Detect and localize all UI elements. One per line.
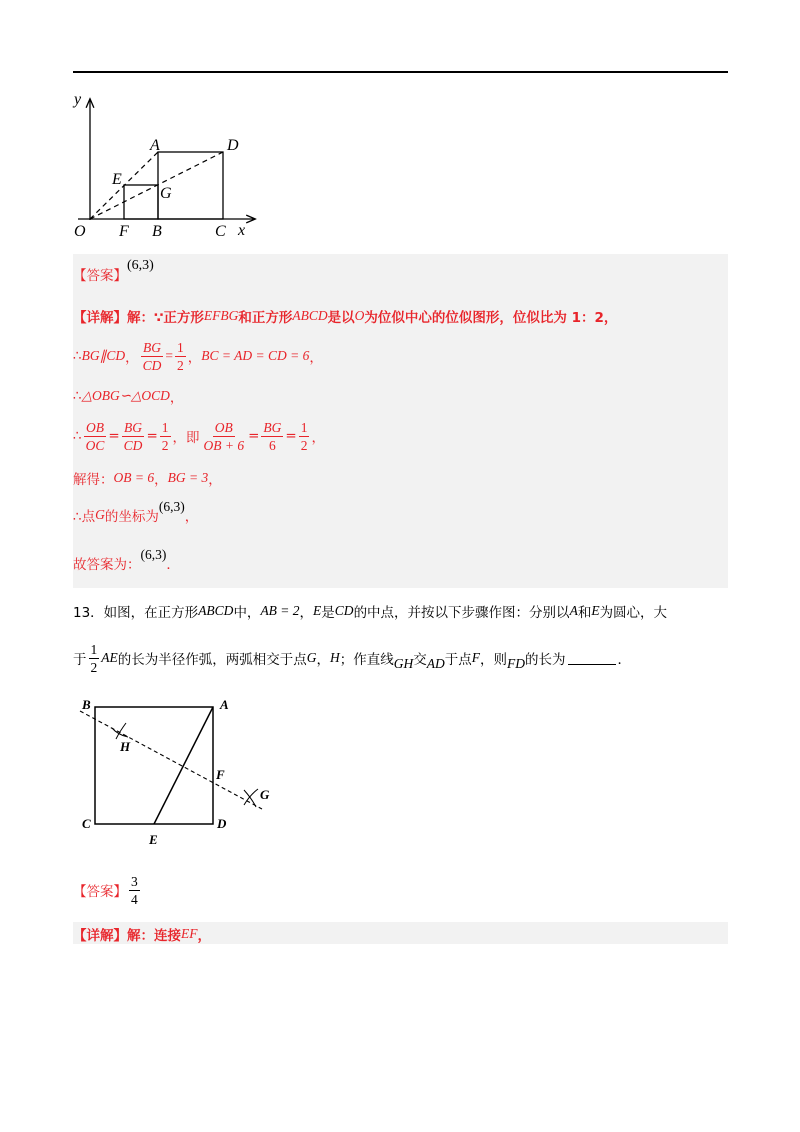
text: 的中点，并按以下步骤作图：分别以 <box>353 605 570 621</box>
detail-tag: 【详解】 <box>73 928 127 944</box>
text: ，即 <box>172 430 200 446</box>
line-GH <box>80 711 262 809</box>
text: 为圆心，大 <box>599 605 668 621</box>
header-rule <box>73 71 728 73</box>
math: BG∥CD <box>81 348 126 363</box>
fraction <box>160 420 171 453</box>
math: E <box>591 603 600 618</box>
math: A <box>569 603 578 618</box>
math-O: O <box>354 308 365 323</box>
text: 的坐标为 <box>104 509 159 525</box>
fraction <box>261 420 283 453</box>
label-B: B <box>82 697 91 712</box>
math: AE <box>101 650 118 665</box>
arc-mark-H <box>112 723 128 739</box>
text: 解得： <box>73 472 114 488</box>
math: G <box>95 507 105 522</box>
text: ， <box>299 605 314 621</box>
text: 是以 <box>327 310 355 326</box>
label-D: D <box>217 816 227 831</box>
text: ∴ <box>73 388 82 404</box>
text: 的长为 <box>525 652 566 668</box>
text: 于 <box>73 652 87 668</box>
label-B: B <box>152 223 162 240</box>
math: AD <box>426 656 445 671</box>
text: 13．如图，在正方形 <box>73 605 199 621</box>
text: ， <box>316 652 330 668</box>
q12-line-2: ∴ BG∥CD ， $\frac{BG}{CD}$ = $\frac{1}{2}$ ， BC = AD = CD = 6 ， <box>73 339 323 373</box>
den: CD <box>142 357 162 373</box>
text: 的长为半径作弧，两弧相交于点 <box>117 652 307 668</box>
label-A: A <box>220 697 229 712</box>
num: BG <box>124 419 143 435</box>
segment-AE <box>154 707 213 824</box>
den: 2 <box>161 437 169 453</box>
fraction <box>122 420 145 453</box>
q12-line-5: 解得： OB = 6 ， BG = 3 ， <box>73 470 222 488</box>
figure-squares-homothety <box>68 88 268 246</box>
text: 交 <box>413 652 427 668</box>
fraction <box>299 420 310 453</box>
den: 2 <box>176 357 184 373</box>
q12-detail-line <box>73 306 617 326</box>
math: OB = 6 <box>113 470 155 485</box>
q13-detail-line <box>73 924 211 944</box>
label-D: D <box>227 137 239 154</box>
den: 4 <box>131 891 138 907</box>
fraction <box>202 420 247 453</box>
label-A: A <box>150 137 160 154</box>
label-H: H <box>120 739 131 754</box>
math: G <box>306 650 317 665</box>
arc-mark-G <box>244 789 258 807</box>
text: 中， <box>233 605 261 621</box>
text: ∴点 <box>73 509 96 525</box>
text: 解：∵正方形 <box>127 310 204 326</box>
math: GH <box>393 656 414 671</box>
fraction <box>84 420 107 453</box>
math: △OBG∽△OCD <box>81 388 170 403</box>
q12-line-7: 故答案为： (6,3) ． <box>73 547 180 573</box>
q13-text-line-2 <box>73 638 631 678</box>
label-C: C <box>82 816 91 831</box>
den: 2 <box>300 437 308 453</box>
num: BG <box>142 339 161 355</box>
den: 6 <box>269 437 276 453</box>
math: ABCD <box>198 603 234 618</box>
value: (6,3) <box>158 499 185 514</box>
text: ；作直线 <box>339 652 394 668</box>
label-E: E <box>112 171 122 188</box>
square-ABCD <box>95 707 213 824</box>
text: 和正方形 <box>238 310 293 326</box>
text: ． <box>617 652 631 668</box>
num: OB <box>85 419 104 435</box>
figure-square-bisector <box>74 695 284 855</box>
text: ∴ <box>73 348 82 364</box>
text: ，则 <box>480 652 507 668</box>
den: OB + 6 <box>203 437 245 453</box>
num: OB <box>214 419 233 435</box>
den: CD <box>123 437 143 453</box>
answer-value: (6,3) <box>127 258 154 273</box>
math: E <box>313 603 322 618</box>
value: (6,3) <box>140 547 167 562</box>
num: 1 <box>90 641 98 657</box>
answer-blank <box>568 652 616 665</box>
text: 解：连接 <box>127 928 181 944</box>
text: ∴ <box>73 428 82 444</box>
math-EFBG: EFBG <box>203 308 239 323</box>
math: AB = 2 <box>260 603 300 618</box>
text: ， <box>197 928 211 944</box>
answer-tag: 【答案】 <box>73 884 127 900</box>
math-ABCD: ABCD <box>292 308 328 323</box>
label-C: C <box>215 223 226 240</box>
num: 3 <box>131 873 138 889</box>
fraction-1-2 <box>175 340 186 373</box>
q12-line-6: ∴点 G 的坐标为 (6,3) ， <box>73 499 199 525</box>
square-EFBG <box>124 185 158 219</box>
fraction-BG-CD <box>141 340 164 373</box>
label-F: F <box>216 767 225 782</box>
label-x: x <box>238 222 246 239</box>
q12-line-3: ∴ △OBG∽△OCD ， <box>73 388 184 406</box>
label-E: E <box>149 832 158 847</box>
text: 是 <box>321 605 335 621</box>
q12-line-4: ∴ $\frac{OB}{OC}$ = $\frac{BG}{CD}$ = $\frac{1}{2}$ ，即 $\frac{OB}{OB + 6}$ = $\frac{BG}{6}$ = $\frac{1}{2}$ ， <box>73 419 325 453</box>
num: 1 <box>300 419 308 435</box>
label-F: F <box>119 223 129 240</box>
text: 为位似中心的位似图形，位似比为 1：2， <box>364 310 618 326</box>
math: F <box>471 650 480 665</box>
math: H <box>330 650 340 665</box>
text: 和 <box>577 605 592 621</box>
ray-OD <box>90 152 223 219</box>
math: BG = 3 <box>167 470 209 485</box>
num: 1 <box>176 339 184 355</box>
num: 1 <box>161 419 169 435</box>
math: BC = AD = CD = 6 <box>201 348 310 363</box>
fraction-3-4 <box>129 874 140 907</box>
fraction-1-2 <box>89 642 100 675</box>
label-G: G <box>260 787 270 802</box>
q13-text-line-1 <box>73 600 667 622</box>
detail-tag: 【详解】 <box>73 310 127 326</box>
math-EF: EF <box>181 926 198 941</box>
den: OC <box>85 437 105 453</box>
text: 于点 <box>444 652 472 668</box>
q12-answer-line <box>73 258 154 286</box>
label-G: G <box>160 185 172 202</box>
label-O: O <box>74 223 86 240</box>
math: FD <box>507 656 525 671</box>
text: 故答案为： <box>73 557 141 573</box>
math: CD <box>334 603 354 618</box>
eq: = <box>165 348 173 363</box>
label-y: y <box>74 91 82 108</box>
answer-tag: 【答案】 <box>73 268 127 284</box>
den: 2 <box>90 659 98 675</box>
num: BG <box>263 419 282 435</box>
q13-answer-line <box>73 870 142 910</box>
